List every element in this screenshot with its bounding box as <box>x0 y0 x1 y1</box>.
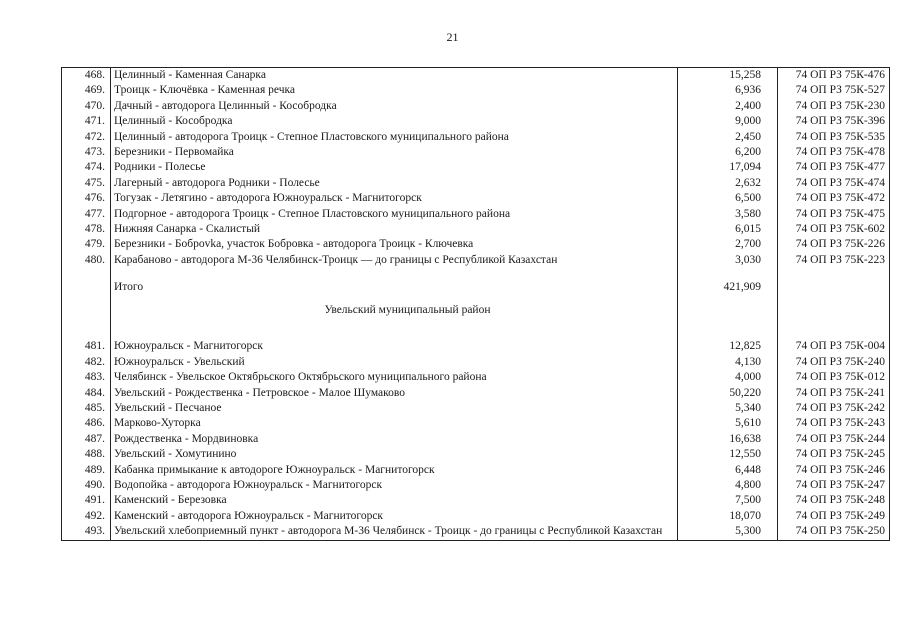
road-code: 74 ОП РЗ 75К-396 <box>778 114 890 129</box>
table-row <box>62 237 890 252</box>
table-row <box>62 222 890 237</box>
road-name: Каменский - автодорога Южноуральск - Магнитогорск <box>111 509 678 524</box>
table-row <box>62 99 890 114</box>
table-row <box>62 478 890 493</box>
page-number: 21 <box>446 30 459 44</box>
road-length: 4,130 <box>678 355 778 370</box>
road-name: Целинный - Каменная Санарка <box>111 68 678 84</box>
road-length: 2,400 <box>678 99 778 114</box>
road-code: 74 ОП РЗ 75К-476 <box>778 68 890 84</box>
table-row <box>62 160 890 175</box>
road-name: Карабаново - автодорога М-36 Челябинск-Троицк — до границы с Республикой Казахстан <box>111 253 678 268</box>
road-name: Тогузак - Летягино - автодорога Южноуральск - Магнитогорск <box>111 191 678 206</box>
empty-cell <box>778 268 890 280</box>
road-length: 3,030 <box>678 253 778 268</box>
row-number: 481. <box>62 339 111 354</box>
road-code: 74 ОП РЗ 75К-226 <box>778 237 890 252</box>
road-code: 74 ОП РЗ 75К-475 <box>778 207 890 222</box>
row-number: 474. <box>62 160 111 175</box>
empty-cell <box>678 325 778 339</box>
road-length: 3,580 <box>678 207 778 222</box>
road-code: 74 ОП РЗ 75К-249 <box>778 509 890 524</box>
empty-cell <box>778 325 890 339</box>
road-name: Родники - Полесье <box>111 160 678 175</box>
road-length: 12,550 <box>678 447 778 462</box>
road-code: 74 ОП РЗ 75К-242 <box>778 401 890 416</box>
road-code: 74 ОП РЗ 75К-602 <box>778 222 890 237</box>
road-code: 74 ОП РЗ 75К-243 <box>778 416 890 431</box>
row-number: 482. <box>62 355 111 370</box>
road-code: 74 ОП РЗ 75К-223 <box>778 253 890 268</box>
road-code: 74 ОП РЗ 75К-478 <box>778 145 890 160</box>
table-row <box>62 114 890 129</box>
road-name: Водопойка - автодорога Южноуральск - Магнитогорск <box>111 478 678 493</box>
empty-cell <box>62 268 111 280</box>
road-length: 6,500 <box>678 191 778 206</box>
road-name: Целинный - Кособродка <box>111 114 678 129</box>
road-code: 74 ОП РЗ 75К-250 <box>778 524 890 540</box>
table-row <box>62 339 890 354</box>
row-number: 484. <box>62 386 111 401</box>
row-number: 477. <box>62 207 111 222</box>
road-name: Южноуральск - Увельский <box>111 355 678 370</box>
road-name: Челябинск - Увельское Октябрьского Октябрьского муниципального района <box>111 370 678 385</box>
road-name: Рождественка - Мордвиновка <box>111 432 678 447</box>
empty-cell <box>111 325 678 339</box>
road-code: 74 ОП РЗ 75К-247 <box>778 478 890 493</box>
road-length: 2,700 <box>678 237 778 252</box>
section-title: Увельский муниципальный район <box>111 295 678 325</box>
table-row <box>62 253 890 268</box>
road-name: Кабанка примыкание к автодороге Южноуральск - Магнитогорск <box>111 463 678 478</box>
road-length: 6,015 <box>678 222 778 237</box>
row-number: 473. <box>62 145 111 160</box>
road-name: Подгорное - автодорога Троицк - Степное Пластовского муниципального района <box>111 207 678 222</box>
road-code: 74 ОП РЗ 75К-248 <box>778 493 890 508</box>
row-number: 489. <box>62 463 111 478</box>
empty-cell <box>62 295 111 325</box>
empty-cell <box>678 295 778 325</box>
road-length: 50,220 <box>678 386 778 401</box>
total-label: Итого <box>111 280 678 295</box>
table-row <box>62 463 890 478</box>
road-code: 74 ОП РЗ 75К-245 <box>778 447 890 462</box>
roads-table-body <box>62 68 890 541</box>
table-row <box>62 176 890 191</box>
road-code: 74 ОП РЗ 75К-535 <box>778 130 890 145</box>
roads-table <box>61 67 890 541</box>
road-name: Лагерный - автодорога Родники - Полесье <box>111 176 678 191</box>
road-code: 74 ОП РЗ 75К-240 <box>778 355 890 370</box>
empty-cell <box>62 325 111 339</box>
table-row <box>62 130 890 145</box>
road-name: Южноуральск - Магнитогорск <box>111 339 678 354</box>
road-length: 16,638 <box>678 432 778 447</box>
road-length: 17,094 <box>678 160 778 175</box>
table-row <box>62 68 890 84</box>
road-name: Увельский хлебоприемный пункт - автодорога М-36 Челябинск - Троицк - до границы с Республикой Казахстан <box>111 524 678 540</box>
empty-cell <box>678 268 778 280</box>
table-row <box>62 401 890 416</box>
table-row <box>62 207 890 222</box>
road-code: 74 ОП РЗ 75К-246 <box>778 463 890 478</box>
road-name: Увельский - Рождественка - Петровское - Малое Шумаково <box>111 386 678 401</box>
table-row <box>62 493 890 508</box>
row-number: 487. <box>62 432 111 447</box>
road-name: Марково-Хуторка <box>111 416 678 431</box>
empty-cell <box>778 295 890 325</box>
row-number: 488. <box>62 447 111 462</box>
row-number: 469. <box>62 83 111 98</box>
spacer-row <box>62 325 890 339</box>
road-length: 5,610 <box>678 416 778 431</box>
spacer-row <box>62 268 890 280</box>
road-length: 2,632 <box>678 176 778 191</box>
road-name: Дачный - автодорога Целинный - Кособродка <box>111 99 678 114</box>
road-length: 6,200 <box>678 145 778 160</box>
table-row <box>62 432 890 447</box>
road-length: 12,825 <box>678 339 778 354</box>
road-length: 5,300 <box>678 524 778 540</box>
table-row <box>62 386 890 401</box>
row-number: 492. <box>62 509 111 524</box>
road-length: 6,448 <box>678 463 778 478</box>
row-number: 468. <box>62 68 111 84</box>
table-row <box>62 83 890 98</box>
road-length: 9,000 <box>678 114 778 129</box>
row-number: 479. <box>62 237 111 252</box>
row-number: 475. <box>62 176 111 191</box>
road-length: 7,500 <box>678 493 778 508</box>
road-code: 74 ОП РЗ 75К-244 <box>778 432 890 447</box>
row-number: 471. <box>62 114 111 129</box>
road-name: Целинный - автодорога Троицк - Степное Пластовского муниципального района <box>111 130 678 145</box>
row-number: 470. <box>62 99 111 114</box>
road-code: 74 ОП РЗ 75К-527 <box>778 83 890 98</box>
row-number: 480. <box>62 253 111 268</box>
road-length: 18,070 <box>678 509 778 524</box>
row-number: 483. <box>62 370 111 385</box>
road-code: 74 ОП РЗ 75К-004 <box>778 339 890 354</box>
row-number: 478. <box>62 222 111 237</box>
table-row <box>62 370 890 385</box>
road-code: 74 ОП РЗ 75К-472 <box>778 191 890 206</box>
road-length: 6,936 <box>678 83 778 98</box>
row-number: 476. <box>62 191 111 206</box>
empty-cell <box>111 268 678 280</box>
row-number: 490. <box>62 478 111 493</box>
table-row <box>62 145 890 160</box>
road-length: 5,340 <box>678 401 778 416</box>
road-name: Каменский - Березовка <box>111 493 678 508</box>
road-name: Березники - Первомайка <box>111 145 678 160</box>
empty-cell <box>62 280 111 295</box>
table-row <box>62 524 890 540</box>
table-row <box>62 191 890 206</box>
row-number: 493. <box>62 524 111 540</box>
road-name: Увельский - Песчаное <box>111 401 678 416</box>
road-code: 74 ОП РЗ 75К-241 <box>778 386 890 401</box>
row-number: 491. <box>62 493 111 508</box>
row-number: 486. <box>62 416 111 431</box>
road-code: 74 ОП РЗ 75К-474 <box>778 176 890 191</box>
table-row <box>62 509 890 524</box>
empty-cell <box>778 280 890 295</box>
road-name: Троицк - Ключёвка - Каменная речка <box>111 83 678 98</box>
road-name: Березники - Боброvka, участок Бобровка - автодорога Троицк - Ключевка <box>111 237 678 252</box>
table-row <box>62 416 890 431</box>
row-number: 472. <box>62 130 111 145</box>
road-name: Нижняя Санарка - Скалистый <box>111 222 678 237</box>
total-value: 421,909 <box>678 280 778 295</box>
road-code: 74 ОП РЗ 75К-012 <box>778 370 890 385</box>
total-row <box>62 280 890 295</box>
road-length: 15,258 <box>678 68 778 84</box>
road-length: 4,000 <box>678 370 778 385</box>
table-row <box>62 355 890 370</box>
row-number: 485. <box>62 401 111 416</box>
road-length: 4,800 <box>678 478 778 493</box>
road-code: 74 ОП РЗ 75К-477 <box>778 160 890 175</box>
table-row <box>62 447 890 462</box>
road-length: 2,450 <box>678 130 778 145</box>
section-heading-row <box>62 295 890 325</box>
road-name: Увельский - Хомутинино <box>111 447 678 462</box>
road-code: 74 ОП РЗ 75К-230 <box>778 99 890 114</box>
